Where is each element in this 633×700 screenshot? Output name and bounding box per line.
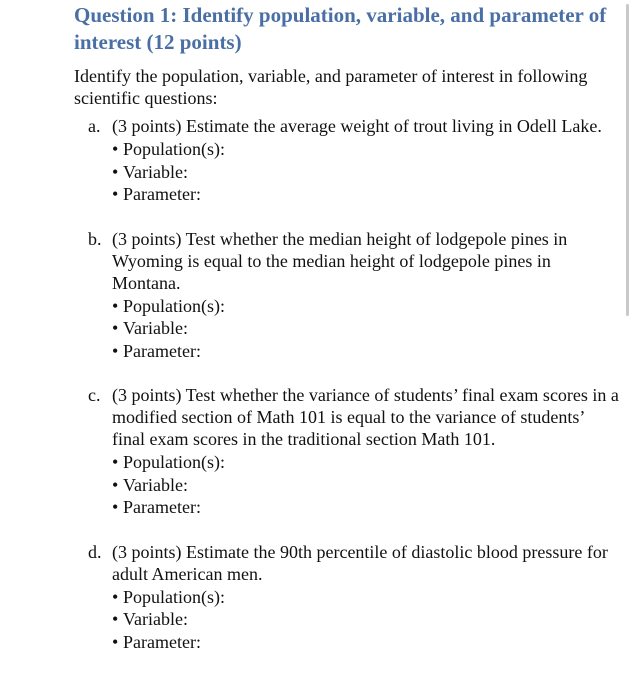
question-letter: a.: [88, 116, 101, 136]
question-heading: Question 1: Identify population, variable, and parameter of interest (12 points): [74, 3, 607, 54]
bullet-icon: •: [112, 161, 119, 182]
question-item-a: [74, 115, 619, 206]
prompt-parameter: • Parameter:: [112, 631, 201, 652]
question-text: (3 points) Test whether the variance of students’ final exam scores in a modified section of Math 101 is equal to the variance of students’ final exam scores in the traditional section Math 101.: [112, 385, 619, 449]
prompt-variable: • Variable:: [112, 609, 188, 629]
prompt-variable: • Variable:: [112, 318, 188, 338]
answer-prompts: [112, 586, 619, 654]
question-letter: d.: [88, 541, 102, 562]
answer-prompts: [112, 295, 619, 363]
answer-prompts: [112, 451, 619, 519]
question-list: [74, 115, 619, 653]
prompt-population: • Population(s):: [112, 452, 225, 472]
prompt-population: • Population(s):: [112, 139, 225, 159]
bullet-icon: •: [112, 340, 119, 361]
bullet-icon: •: [112, 295, 119, 316]
prompt-population: • Population(s):: [112, 586, 225, 607]
answer-prompts: [112, 138, 619, 206]
question-item-b: [74, 228, 619, 363]
prompt-variable: • Variable:: [112, 474, 188, 495]
bullet-icon: •: [112, 139, 119, 159]
document-page: [74, 0, 619, 675]
bullet-icon: •: [112, 474, 119, 495]
intro-text: Identify the population, variable, and parameter of interest in following scientific questions:: [74, 66, 588, 108]
question-letter: b.: [88, 228, 102, 249]
bullet-icon: •: [112, 184, 119, 204]
question-text: (3 points) Estimate the average weight of trout living in Odell Lake.: [112, 116, 602, 136]
question-item-c: [74, 384, 619, 519]
bullet-icon: •: [112, 497, 119, 517]
bullet-icon: •: [112, 631, 119, 652]
prompt-population: • Population(s):: [112, 295, 225, 316]
question-text: (3 points) Test whether the median height of lodgepole pines in Wyoming is equal to the median height of lodgepole pines in Montana.: [112, 228, 568, 293]
prompt-parameter: • Parameter:: [112, 184, 201, 204]
question-text: (3 points) Estimate the 90th percentile of diastolic blood pressure for adult American men.: [112, 541, 608, 584]
bullet-icon: •: [112, 586, 119, 607]
bullet-icon: •: [112, 318, 119, 338]
scrollbar[interactable]: [626, 4, 629, 316]
prompt-parameter: • Parameter:: [112, 340, 201, 361]
prompt-parameter: • Parameter:: [112, 497, 201, 517]
question-item-d: [74, 541, 619, 654]
prompt-variable: • Variable:: [112, 161, 188, 182]
bullet-icon: •: [112, 609, 119, 629]
bullet-icon: •: [112, 452, 119, 472]
question-letter: c.: [88, 385, 101, 405]
